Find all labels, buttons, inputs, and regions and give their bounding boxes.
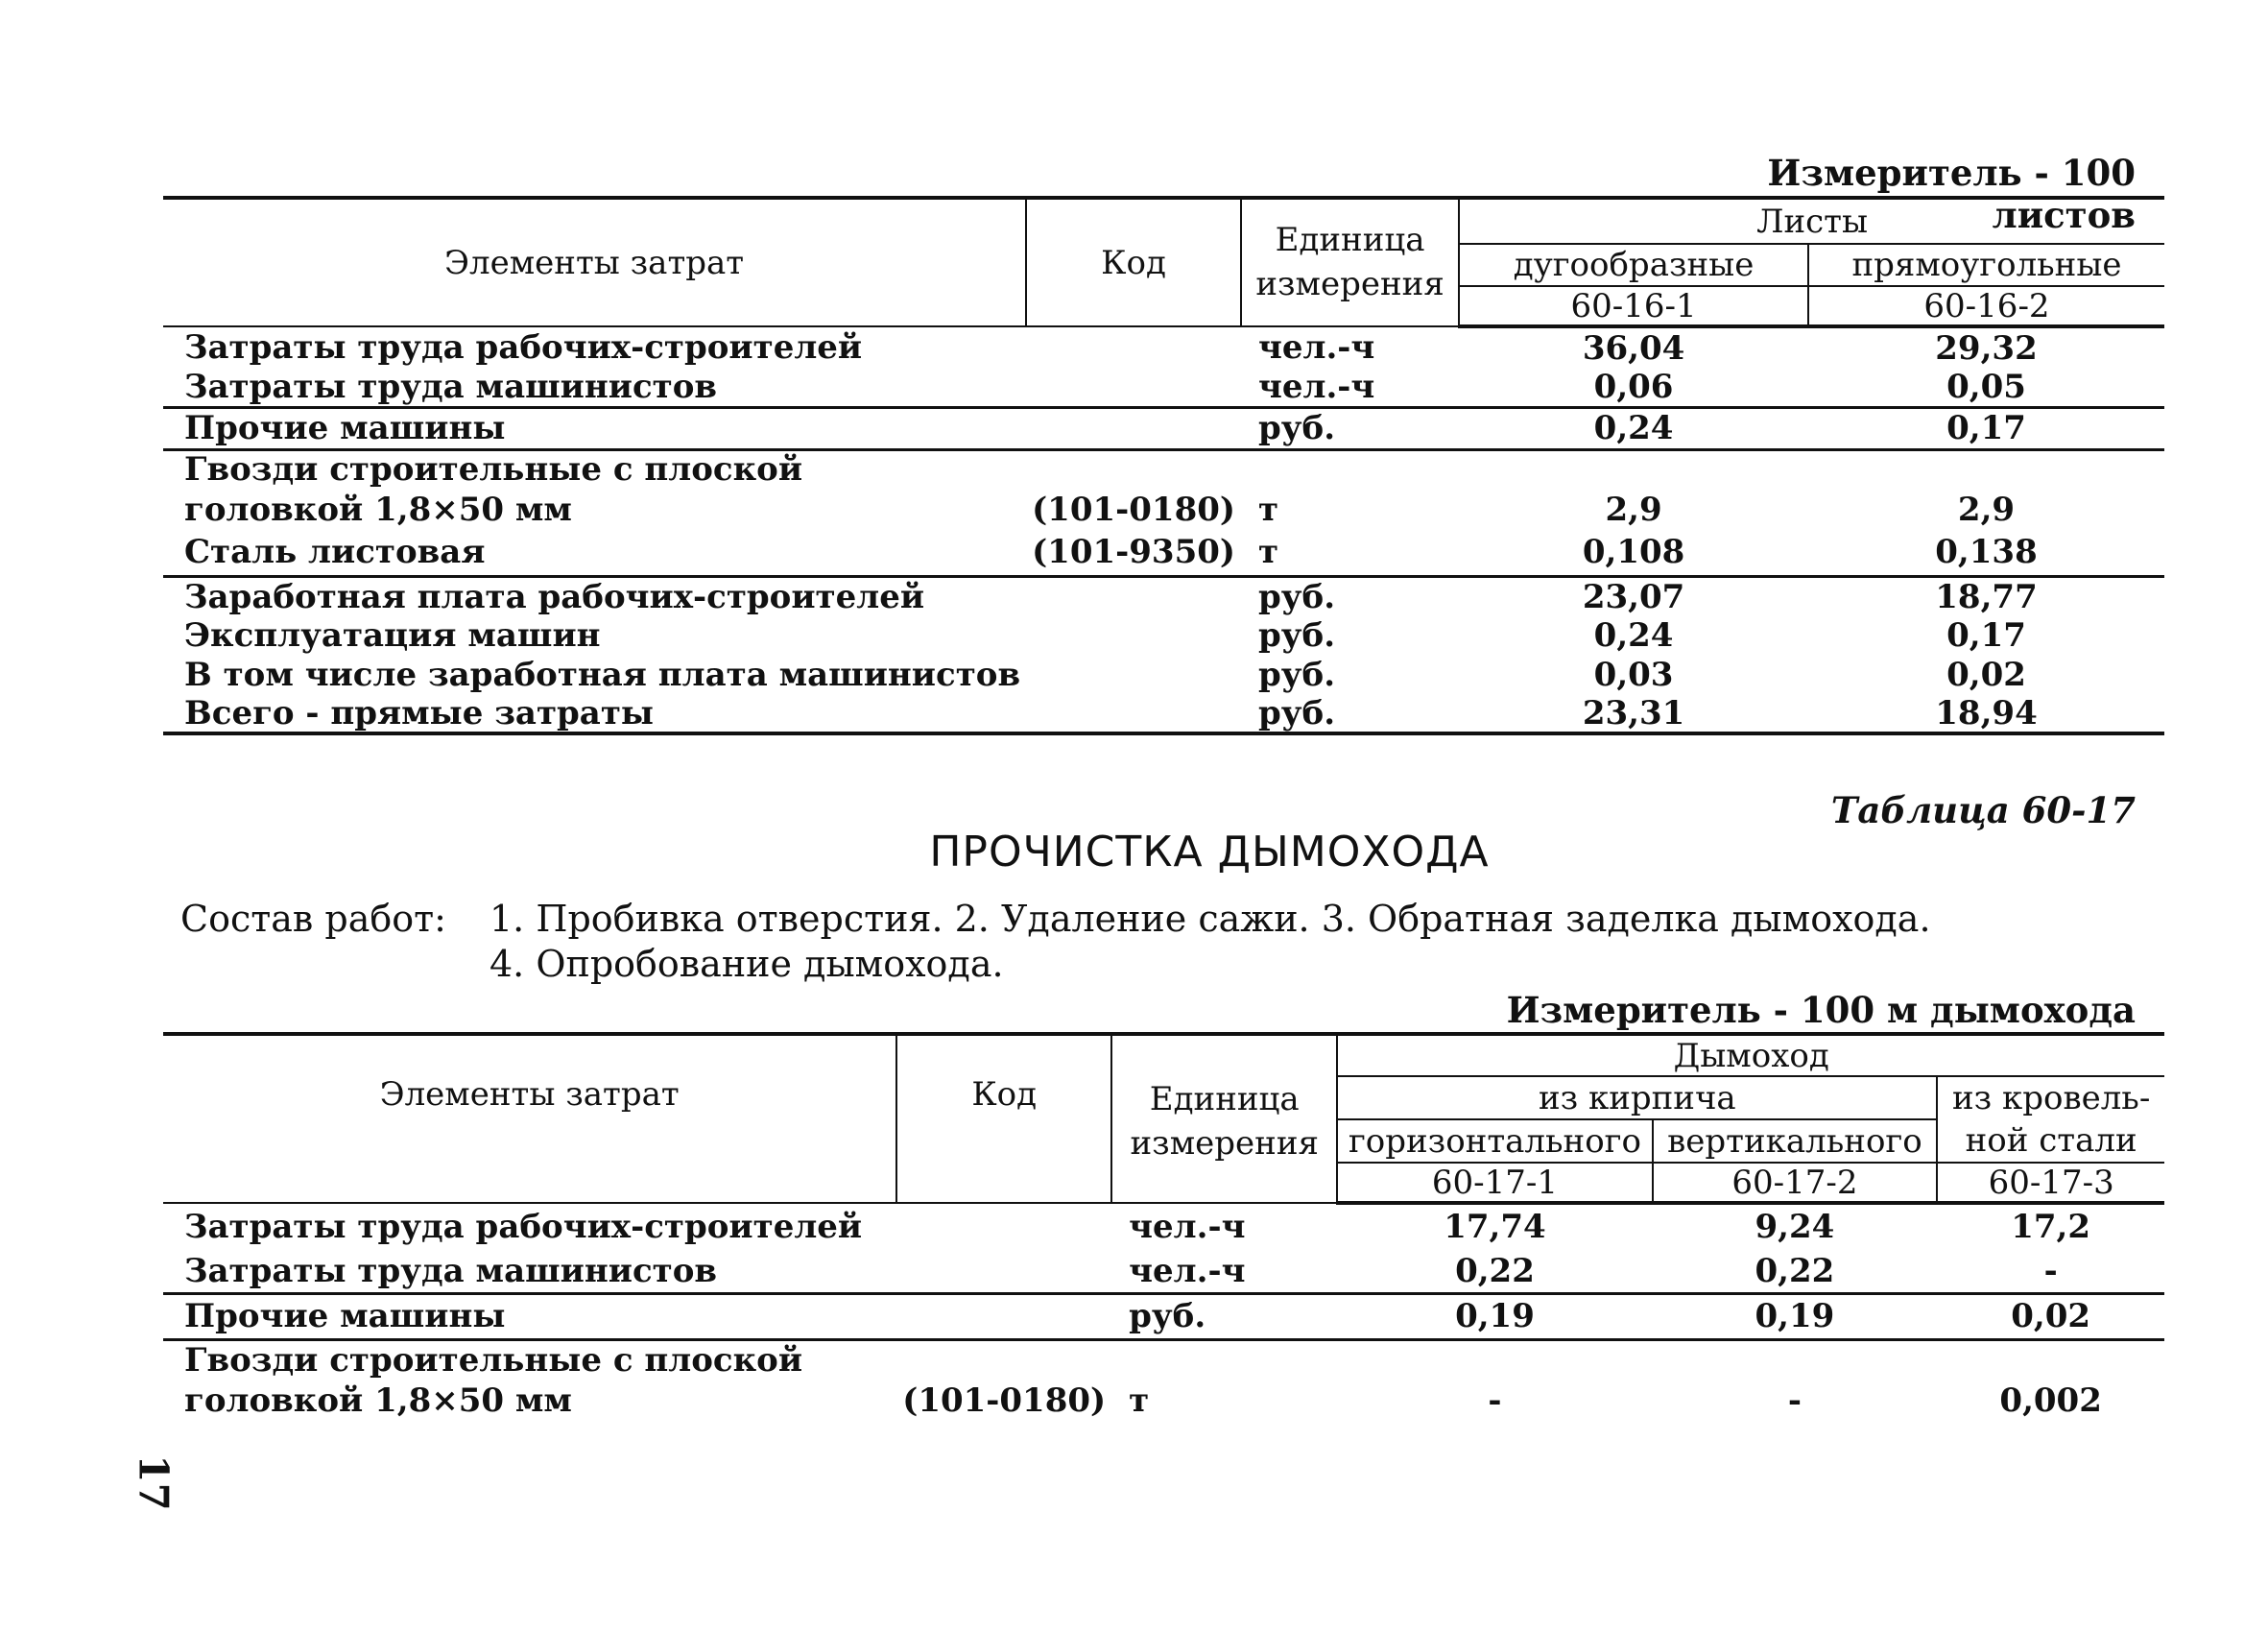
t2-head-col1: горизонтального: [1337, 1119, 1652, 1163]
t1-head-col2: прямоугольные: [1808, 244, 2164, 286]
t1-cell-code: [1026, 576, 1241, 616]
t1-row: [163, 368, 2164, 407]
t1-cell-unit: руб.: [1241, 694, 1459, 733]
t2-cell-code: [896, 1339, 1111, 1380]
t1-cell-v2: 0,17: [1946, 616, 2026, 655]
t2-cell-name: Затраты труда машинистов: [163, 1249, 896, 1293]
t2-cell-name: Затраты труда рабочих-строителей: [184, 1207, 863, 1246]
table1-measure: Измеритель - 100 листов: [1767, 152, 2136, 236]
t2-cell-v2: 0,19: [1653, 1293, 1938, 1339]
t1-cell-v1: [1459, 449, 1808, 489]
t1-cell-code: [1026, 694, 1241, 733]
t1-cell-v1: 2,9: [1605, 490, 1662, 529]
t2-head-unit: [1111, 1034, 1337, 1203]
t1-cell-code: [1026, 407, 1241, 449]
composition-line1: 1. Пробивка отверстия. 2. Удаление сажи. 3. Обратная заделка дымохода.: [489, 898, 1931, 940]
t2-cell-v2: [1653, 1339, 1938, 1380]
t2-cell-code: (101-0180): [902, 1381, 1107, 1421]
t1-cell-name: Затраты труда рабочих-строителей: [184, 328, 863, 367]
t1-cell-v2: 18,94: [1808, 694, 2164, 733]
t1-cell-unit: руб.: [1257, 655, 1336, 694]
t1-cell-unit: руб.: [1241, 407, 1459, 449]
t2-cell-code: [896, 1293, 1111, 1339]
t2-cell-v2: 0,22: [1653, 1249, 1938, 1293]
t2-cell-v1: -: [1488, 1381, 1502, 1421]
t2-head-num3: 60-17-3: [1937, 1163, 2164, 1203]
t2-cell-name: головкой 1,8×50 мм: [184, 1381, 572, 1421]
t2-cell-unit: т: [1129, 1381, 1150, 1421]
t1-row: [163, 530, 2164, 576]
t2-head-roof-line1: из кровель-: [1951, 1079, 2151, 1117]
composition-label: Состав работ:: [180, 898, 446, 940]
t1-cell-v2: 0,02: [1946, 655, 2026, 694]
t2-cell-v1: [1337, 1339, 1652, 1380]
t1-cell-unit: т: [1257, 490, 1279, 529]
t1-row: [163, 576, 2164, 616]
t2-cell-v2: -: [1787, 1381, 1802, 1421]
t1-cell-name: Прочие машины: [163, 407, 1026, 449]
t1-cell-code: [1026, 655, 1241, 694]
t1-row: [163, 655, 2164, 694]
t2-head-unit-line1: Единица: [1149, 1080, 1300, 1118]
t2-cell-v2: 9,24: [1755, 1208, 1835, 1247]
t2-head-col2: вертикального: [1653, 1119, 1938, 1163]
t1-cell-unit: т: [1241, 530, 1459, 576]
t2-head-roof: [1937, 1076, 2164, 1163]
t1-cell-v1: 0,06: [1459, 368, 1808, 407]
t1-cell-v2: 0,138: [1808, 530, 2164, 576]
t1-cell-v2: 0,17: [1808, 407, 2164, 449]
t1-cell-v1: 0,24: [1459, 407, 1808, 449]
t1-head-code: Код: [1026, 198, 1241, 326]
t1-cell-v1: 36,04: [1582, 328, 1685, 368]
t2-head-elements: Элементы затрат: [163, 1034, 896, 1203]
table1: [163, 196, 2164, 735]
t1-cell-unit: руб.: [1257, 577, 1336, 616]
t1-cell-v1: 0,108: [1459, 530, 1808, 576]
table2: [163, 1032, 2164, 1422]
t2-cell-code: [896, 1249, 1111, 1293]
t2-row: [163, 1293, 2164, 1339]
t1-head-num1: 60-16-1: [1459, 286, 1808, 326]
table-label: Таблица 60-17: [1830, 789, 2136, 831]
t1-cell-v1: 23,07: [1582, 577, 1685, 616]
t2-head-unit-line2: измерения: [1130, 1123, 1319, 1163]
t1-row: [163, 407, 2164, 449]
t2-head-roof-line2: ной стали: [1965, 1121, 2137, 1161]
t2-row: [163, 1249, 2164, 1293]
t2-cell-name: Прочие машины: [163, 1293, 896, 1339]
t1-cell-v1: 23,31: [1459, 694, 1808, 733]
t2-cell-unit: чел.-ч: [1129, 1207, 1246, 1246]
t1-head-group: Листы: [1459, 198, 2164, 244]
t1-cell-name: Гвозди строительные с плоской: [184, 450, 803, 490]
t2-row: [163, 1203, 2164, 1249]
t1-cell-name: Эксплуатация машин: [184, 616, 601, 655]
t1-row: [163, 489, 2164, 530]
t1-head-unit-line1: Единица: [1275, 220, 1425, 259]
t1-cell-name: Затраты труда машинистов: [163, 368, 1026, 407]
t2-cell-unit: руб.: [1111, 1293, 1337, 1339]
t2-head-num1: 60-17-1: [1337, 1163, 1652, 1203]
t1-head-num2: 60-16-2: [1808, 286, 2164, 326]
t1-head-col1: дугообразные: [1459, 244, 1808, 286]
t1-row: [163, 449, 2164, 489]
t2-cell-v3: 0,002: [1999, 1381, 2102, 1421]
t1-cell-v1: 0,03: [1593, 655, 1674, 694]
t2-cell-v1: 0,22: [1337, 1249, 1652, 1293]
t1-cell-name: В том числе заработная плата машинистов: [184, 655, 1021, 694]
t2-cell-v3: 0,02: [1937, 1293, 2164, 1339]
t1-cell-name: Всего - прямые затраты: [163, 694, 1026, 733]
t1-cell-code: [1026, 616, 1241, 655]
t1-cell-v1: 0,24: [1593, 616, 1674, 655]
t1-cell-name: Сталь листовая: [163, 530, 1026, 576]
t1-head-unit: [1241, 198, 1459, 326]
t2-cell-v1: 0,19: [1337, 1293, 1652, 1339]
t1-cell-v2: [1808, 449, 2164, 489]
t2-head-num2: 60-17-2: [1653, 1163, 1938, 1203]
t1-cell-name: головкой 1,8×50 мм: [184, 490, 572, 529]
t1-cell-v2: 29,32: [1935, 328, 2038, 368]
t1-cell-code: [1026, 368, 1241, 407]
t1-cell-unit: руб.: [1257, 616, 1336, 655]
section-title: ПРОЧИСТКА ДЫМОХОДА: [929, 828, 1490, 877]
t1-head-elements: Элементы затрат: [163, 198, 1026, 326]
t2-row: [163, 1380, 2164, 1422]
t2-cell-unit: [1111, 1339, 1337, 1380]
t2-head-code: Код: [896, 1034, 1111, 1203]
t2-cell-v3: [1937, 1339, 2164, 1380]
t1-row: [163, 326, 2164, 368]
t2-head-brick: из кирпича: [1337, 1076, 1937, 1119]
t1-cell-code: (101-0180): [1032, 490, 1235, 529]
t1-cell-v2: 2,9: [1957, 490, 2016, 529]
page-number: 17: [130, 1454, 178, 1511]
t2-cell-v3: -: [1937, 1249, 2164, 1293]
t2-row: [163, 1339, 2164, 1380]
t2-cell-name: Гвозди строительные с плоской: [184, 1341, 803, 1381]
t1-cell-code: (101-9350): [1026, 530, 1241, 576]
t2-cell-unit: чел.-ч: [1111, 1249, 1337, 1293]
t2-cell-code: [896, 1203, 1111, 1249]
t1-cell-name: Заработная плата рабочих-строителей: [184, 577, 925, 616]
t1-cell-code: [1026, 449, 1241, 489]
t1-row: [163, 616, 2164, 655]
t1-row: [163, 694, 2164, 733]
t1-head-unit-line2: измерения: [1255, 264, 1444, 303]
t1-cell-unit: [1241, 449, 1459, 489]
t1-cell-unit: чел.-ч: [1241, 368, 1459, 407]
composition-line2: 4. Опробование дымохода.: [489, 943, 1004, 985]
t1-cell-code: [1026, 326, 1241, 368]
t2-cell-v1: 17,74: [1444, 1208, 1546, 1247]
t2-head-group: Дымоход: [1337, 1034, 2164, 1076]
t1-cell-unit: чел.-ч: [1257, 328, 1375, 367]
table2-measure: Измеритель - 100 м дымохода: [1506, 989, 2136, 1031]
t1-cell-v2: 18,77: [1935, 577, 2038, 616]
t1-cell-v2: 0,05: [1808, 368, 2164, 407]
t2-cell-v3: 17,2: [2011, 1208, 2091, 1247]
